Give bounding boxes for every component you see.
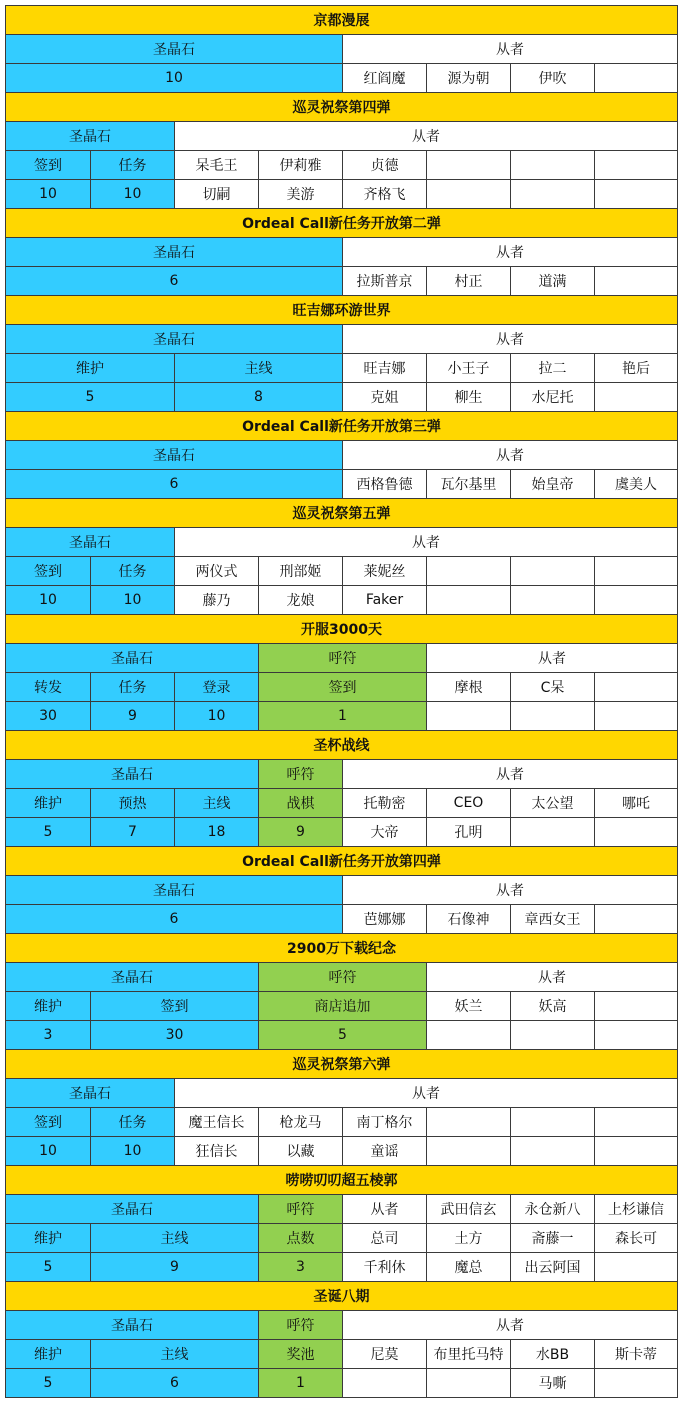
servant-cell: 从者 — [174, 1078, 678, 1108]
servant-cell — [426, 1368, 511, 1398]
crystal-cell: 主线 — [90, 1223, 259, 1253]
servant-cell: 龙娘 — [258, 585, 343, 615]
servant-cell — [426, 1020, 511, 1050]
crystal-cell: 圣晶石 — [5, 643, 259, 673]
crystal-cell: 圣晶石 — [5, 759, 259, 789]
servant-cell — [426, 701, 511, 731]
talisman-cell: 呼符 — [258, 759, 343, 789]
talisman-cell: 1 — [258, 1368, 343, 1398]
crystal-cell: 6 — [5, 904, 343, 934]
crystal-cell: 预热 — [90, 788, 175, 818]
servant-cell: 旺吉娜 — [342, 353, 427, 383]
section-title: 巡灵祝祭第六弹 — [5, 1049, 678, 1079]
crystal-cell: 主线 — [90, 1339, 259, 1369]
crystal-cell: 5 — [5, 1252, 91, 1282]
servant-cell: 刑部姬 — [258, 556, 343, 586]
servant-cell: 森长可 — [594, 1223, 678, 1253]
servant-cell: 西格鲁德 — [342, 469, 427, 499]
servant-cell: 妖高 — [510, 991, 595, 1021]
servant-cell — [510, 150, 595, 180]
servant-cell — [594, 1252, 678, 1282]
crystal-cell: 10 — [5, 179, 91, 209]
crystal-cell: 维护 — [5, 991, 91, 1021]
servant-cell: 斋藤一 — [510, 1223, 595, 1253]
crystal-cell: 圣晶石 — [5, 324, 343, 354]
servant-cell: 大帝 — [342, 817, 427, 847]
crystal-cell: 签到 — [5, 556, 91, 586]
servant-cell: 伊吹 — [510, 63, 595, 93]
section-title: Ordeal Call新任务开放第四弹 — [5, 846, 678, 876]
servant-cell — [510, 179, 595, 209]
servant-cell — [342, 1368, 427, 1398]
talisman-cell: 1 — [258, 701, 427, 731]
section-title: 圣杯战线 — [5, 730, 678, 760]
servant-cell: 从者 — [342, 237, 678, 267]
servant-cell — [426, 150, 511, 180]
talisman-cell: 呼符 — [258, 643, 427, 673]
servant-cell: 从者 — [342, 440, 678, 470]
servant-cell: 水BB — [510, 1339, 595, 1369]
crystal-cell: 任务 — [90, 556, 175, 586]
servant-cell: 齐格飞 — [342, 179, 427, 209]
servant-cell: 贞德 — [342, 150, 427, 180]
servant-cell — [426, 1107, 511, 1137]
servant-cell — [426, 585, 511, 615]
talisman-cell: 5 — [258, 1020, 427, 1050]
servant-cell: 从者 — [426, 962, 678, 992]
crystal-cell: 5 — [5, 1368, 91, 1398]
crystal-cell: 转发 — [5, 672, 91, 702]
servant-cell: 红阎魔 — [342, 63, 427, 93]
servant-cell: 从者 — [426, 643, 678, 673]
servant-cell — [594, 672, 678, 702]
servant-cell: 从者 — [342, 324, 678, 354]
servant-cell — [594, 382, 678, 412]
servant-cell: 魔王信长 — [174, 1107, 259, 1137]
crystal-cell: 主线 — [174, 353, 343, 383]
servant-cell — [594, 585, 678, 615]
servant-cell: 枪龙马 — [258, 1107, 343, 1137]
servant-cell — [594, 556, 678, 586]
servant-cell: Faker — [342, 585, 427, 615]
servant-cell: 摩根 — [426, 672, 511, 702]
crystal-cell: 7 — [90, 817, 175, 847]
servant-cell — [594, 1368, 678, 1398]
servant-cell: 武田信玄 — [426, 1194, 511, 1224]
servant-cell: 伊莉雅 — [258, 150, 343, 180]
crystal-cell: 维护 — [5, 1339, 91, 1369]
servant-cell: 从者 — [342, 34, 678, 64]
crystal-cell: 圣晶石 — [5, 440, 343, 470]
servant-cell: 狂信长 — [174, 1136, 259, 1166]
servant-cell — [594, 1136, 678, 1166]
servant-cell — [426, 1136, 511, 1166]
servant-cell: 以藏 — [258, 1136, 343, 1166]
crystal-cell: 9 — [90, 1252, 259, 1282]
section-title: 开服3000天 — [5, 614, 678, 644]
crystal-cell: 6 — [5, 266, 343, 296]
section-title: 巡灵祝祭第四弹 — [5, 92, 678, 122]
section-title: 唠唠叨叨超五棱郭 — [5, 1165, 678, 1195]
talisman-cell: 3 — [258, 1252, 343, 1282]
servant-cell: 道满 — [510, 266, 595, 296]
section-title: 圣诞八期 — [5, 1281, 678, 1311]
talisman-cell: 点数 — [258, 1223, 343, 1253]
servant-cell — [594, 1020, 678, 1050]
servant-cell: 石像神 — [426, 904, 511, 934]
crystal-cell: 圣晶石 — [5, 527, 175, 557]
servant-cell: 从者 — [174, 527, 678, 557]
crystal-cell: 任务 — [90, 150, 175, 180]
crystal-cell: 维护 — [5, 1223, 91, 1253]
servant-cell: 斯卡蒂 — [594, 1339, 678, 1369]
section-title: 旺吉娜环游世界 — [5, 295, 678, 325]
crystal-cell: 维护 — [5, 353, 175, 383]
servant-cell: 从者 — [342, 1194, 427, 1224]
crystal-cell: 圣晶石 — [5, 121, 175, 151]
talisman-cell: 奖池 — [258, 1339, 343, 1369]
servant-cell: 哪吒 — [594, 788, 678, 818]
crystal-cell: 圣晶石 — [5, 34, 343, 64]
servant-cell: 布里托马特 — [426, 1339, 511, 1369]
servant-cell: 克姐 — [342, 382, 427, 412]
servant-cell: 小王子 — [426, 353, 511, 383]
talisman-cell: 签到 — [258, 672, 427, 702]
section-title: 2900万下载纪念 — [5, 933, 678, 963]
servant-cell: 章西女王 — [510, 904, 595, 934]
crystal-cell: 任务 — [90, 672, 175, 702]
crystal-cell: 10 — [90, 179, 175, 209]
servant-cell: 千利休 — [342, 1252, 427, 1282]
crystal-cell: 圣晶石 — [5, 1194, 259, 1224]
servant-cell: 始皇帝 — [510, 469, 595, 499]
crystal-cell: 3 — [5, 1020, 91, 1050]
servant-cell: 两仪式 — [174, 556, 259, 586]
servant-cell — [594, 991, 678, 1021]
servant-cell: 瓦尔基里 — [426, 469, 511, 499]
servant-cell: 太公望 — [510, 788, 595, 818]
servant-cell: C呆 — [510, 672, 595, 702]
servant-cell: 出云阿国 — [510, 1252, 595, 1282]
servant-cell — [594, 179, 678, 209]
servant-cell: 切嗣 — [174, 179, 259, 209]
servant-cell — [510, 817, 595, 847]
crystal-cell: 18 — [174, 817, 259, 847]
servant-cell: 妖兰 — [426, 991, 511, 1021]
servant-cell: 童谣 — [342, 1136, 427, 1166]
servant-cell — [510, 556, 595, 586]
servant-cell — [594, 701, 678, 731]
servant-cell: 永仓新八 — [510, 1194, 595, 1224]
servant-cell: 虞美人 — [594, 469, 678, 499]
crystal-cell: 主线 — [174, 788, 259, 818]
crystal-cell: 30 — [5, 701, 91, 731]
servant-cell: 拉二 — [510, 353, 595, 383]
talisman-cell: 呼符 — [258, 962, 427, 992]
servant-cell — [594, 904, 678, 934]
crystal-cell: 10 — [90, 585, 175, 615]
talisman-cell: 呼符 — [258, 1194, 343, 1224]
crystal-cell: 5 — [5, 817, 91, 847]
servant-cell: 从者 — [174, 121, 678, 151]
servant-cell: 南丁格尔 — [342, 1107, 427, 1137]
crystal-cell: 签到 — [90, 991, 259, 1021]
crystal-cell: 签到 — [5, 1107, 91, 1137]
servant-cell: 托勒密 — [342, 788, 427, 818]
servant-cell: 莱妮丝 — [342, 556, 427, 586]
servant-cell — [594, 817, 678, 847]
talisman-cell: 9 — [258, 817, 343, 847]
servant-cell: 芭娜娜 — [342, 904, 427, 934]
servant-cell — [594, 150, 678, 180]
servant-cell — [510, 585, 595, 615]
servant-cell: 美游 — [258, 179, 343, 209]
talisman-cell: 商店追加 — [258, 991, 427, 1021]
servant-cell — [426, 179, 511, 209]
servant-cell — [510, 1107, 595, 1137]
section-title: Ordeal Call新任务开放第三弹 — [5, 411, 678, 441]
section-title: Ordeal Call新任务开放第二弹 — [5, 208, 678, 238]
servant-cell: CEO — [426, 788, 511, 818]
crystal-cell: 6 — [5, 469, 343, 499]
crystal-cell: 维护 — [5, 788, 91, 818]
servant-cell: 艳后 — [594, 353, 678, 383]
crystal-cell: 9 — [90, 701, 175, 731]
servant-cell: 从者 — [342, 1310, 678, 1340]
crystal-cell: 圣晶石 — [5, 875, 343, 905]
crystal-cell: 10 — [5, 63, 343, 93]
crystal-cell: 10 — [5, 585, 91, 615]
talisman-cell: 战棋 — [258, 788, 343, 818]
servant-cell — [510, 1020, 595, 1050]
crystal-cell: 10 — [174, 701, 259, 731]
servant-cell: 从者 — [342, 875, 678, 905]
servant-cell: 总司 — [342, 1223, 427, 1253]
servant-cell: 从者 — [342, 759, 678, 789]
crystal-cell: 10 — [90, 1136, 175, 1166]
crystal-cell: 任务 — [90, 1107, 175, 1137]
crystal-cell: 8 — [174, 382, 343, 412]
servant-cell — [426, 556, 511, 586]
servant-cell — [594, 1107, 678, 1137]
servant-cell: 魔总 — [426, 1252, 511, 1282]
servant-cell — [510, 1136, 595, 1166]
crystal-cell: 6 — [90, 1368, 259, 1398]
section-title: 京都漫展 — [5, 5, 678, 35]
servant-cell: 村正 — [426, 266, 511, 296]
crystal-cell: 圣晶石 — [5, 962, 259, 992]
crystal-cell: 圣晶石 — [5, 237, 343, 267]
servant-cell: 上杉谦信 — [594, 1194, 678, 1224]
servant-cell: 柳生 — [426, 382, 511, 412]
servant-cell — [594, 63, 678, 93]
servant-cell — [510, 701, 595, 731]
section-title: 巡灵祝祭第五弹 — [5, 498, 678, 528]
crystal-cell: 圣晶石 — [5, 1310, 259, 1340]
crystal-cell: 30 — [90, 1020, 259, 1050]
crystal-cell: 圣晶石 — [5, 1078, 175, 1108]
servant-cell: 藤乃 — [174, 585, 259, 615]
servant-cell: 尼莫 — [342, 1339, 427, 1369]
servant-cell: 呆毛王 — [174, 150, 259, 180]
servant-cell: 马嘶 — [510, 1368, 595, 1398]
talisman-cell: 呼符 — [258, 1310, 343, 1340]
servant-cell: 孔明 — [426, 817, 511, 847]
servant-cell: 土方 — [426, 1223, 511, 1253]
crystal-cell: 签到 — [5, 150, 91, 180]
servant-cell: 拉斯普京 — [342, 266, 427, 296]
crystal-cell: 5 — [5, 382, 175, 412]
servant-cell — [594, 266, 678, 296]
crystal-cell: 10 — [5, 1136, 91, 1166]
crystal-cell: 登录 — [174, 672, 259, 702]
servant-cell: 水尼托 — [510, 382, 595, 412]
servant-cell: 源为朝 — [426, 63, 511, 93]
